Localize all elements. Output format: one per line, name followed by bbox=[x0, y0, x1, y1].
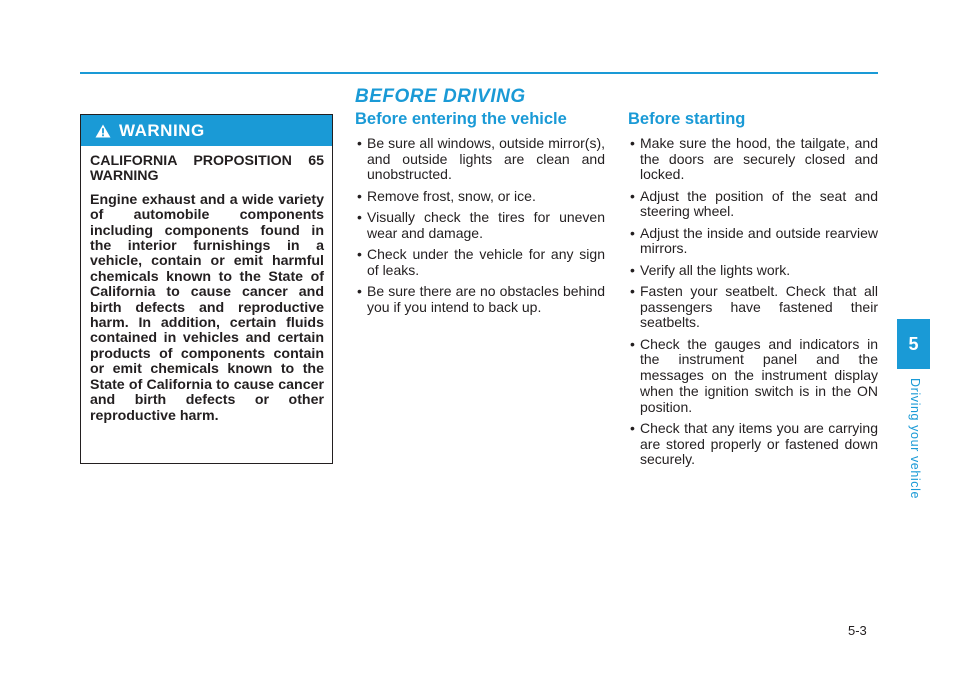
header-rule bbox=[80, 72, 878, 74]
list-item: • Adjust the position of the seat and steering wheel. bbox=[628, 189, 878, 220]
warning-box bbox=[80, 114, 333, 464]
before-entering-section bbox=[355, 110, 605, 321]
list-item: • Verify all the lights work. bbox=[628, 263, 878, 279]
list-item: • Visually check the tires for uneven wear and damage. bbox=[355, 210, 605, 241]
chapter-title: Driving your vehicle bbox=[908, 378, 922, 500]
page-number: 5-3 bbox=[848, 623, 867, 638]
warning-body bbox=[81, 146, 332, 424]
list-item: • Check that any items you are carrying are stored properly or fastened down securely. bbox=[628, 421, 878, 468]
list-item: • Check the gauges and indicators in the instrument panel and the messages on the instrument display when the ignition switch is in the ON position. bbox=[628, 337, 878, 416]
chapter-tab[interactable]: 5 bbox=[897, 319, 930, 369]
list-item: • Make sure the hood, the tailgate, and the doors are securely closed and locked. bbox=[628, 136, 878, 183]
list-item: • Adjust the inside and outside rearview mirrors. bbox=[628, 226, 878, 257]
before-entering-title: Before entering the vehicle bbox=[355, 110, 567, 128]
list-item: • Fasten your seatbelt. Check that all passengers have fastened their seatbelts. bbox=[628, 284, 878, 331]
warning-text: Engine exhaust and a wide variety of automobile components including components found in the interior furnishings in a vehicle, contain or emit harmful chemicals known to the State of California to cause cancer and birth defects and reproductive harm. In addition, certain fluids contained in vehicles and certain products of components contain or emit chemicals known to the State of California to cause cancer and birth defects or other reproductive harm. bbox=[90, 191, 324, 424]
before-entering-list bbox=[355, 136, 605, 315]
before-starting-title: Before starting bbox=[628, 110, 746, 128]
list-item: • Be sure all windows, outside mirror(s), and outside lights are clean and unobstructed. bbox=[355, 136, 605, 183]
warning-triangle-icon bbox=[95, 124, 111, 138]
before-starting-list bbox=[628, 136, 878, 468]
section-title: BEFORE DRIVING bbox=[355, 86, 526, 107]
before-starting-section bbox=[628, 110, 878, 474]
warning-label: WARNING bbox=[119, 120, 205, 140]
list-item: • Check under the vehicle for any sign of leaks. bbox=[355, 247, 605, 278]
warning-heading: CALIFORNIA PROPOSITION 65 WARNING bbox=[90, 153, 324, 185]
warning-header bbox=[81, 115, 332, 146]
list-item: • Remove frost, snow, or ice. bbox=[355, 189, 605, 205]
list-item: • Be sure there are no obstacles behind you if you intend to back up. bbox=[355, 284, 605, 315]
